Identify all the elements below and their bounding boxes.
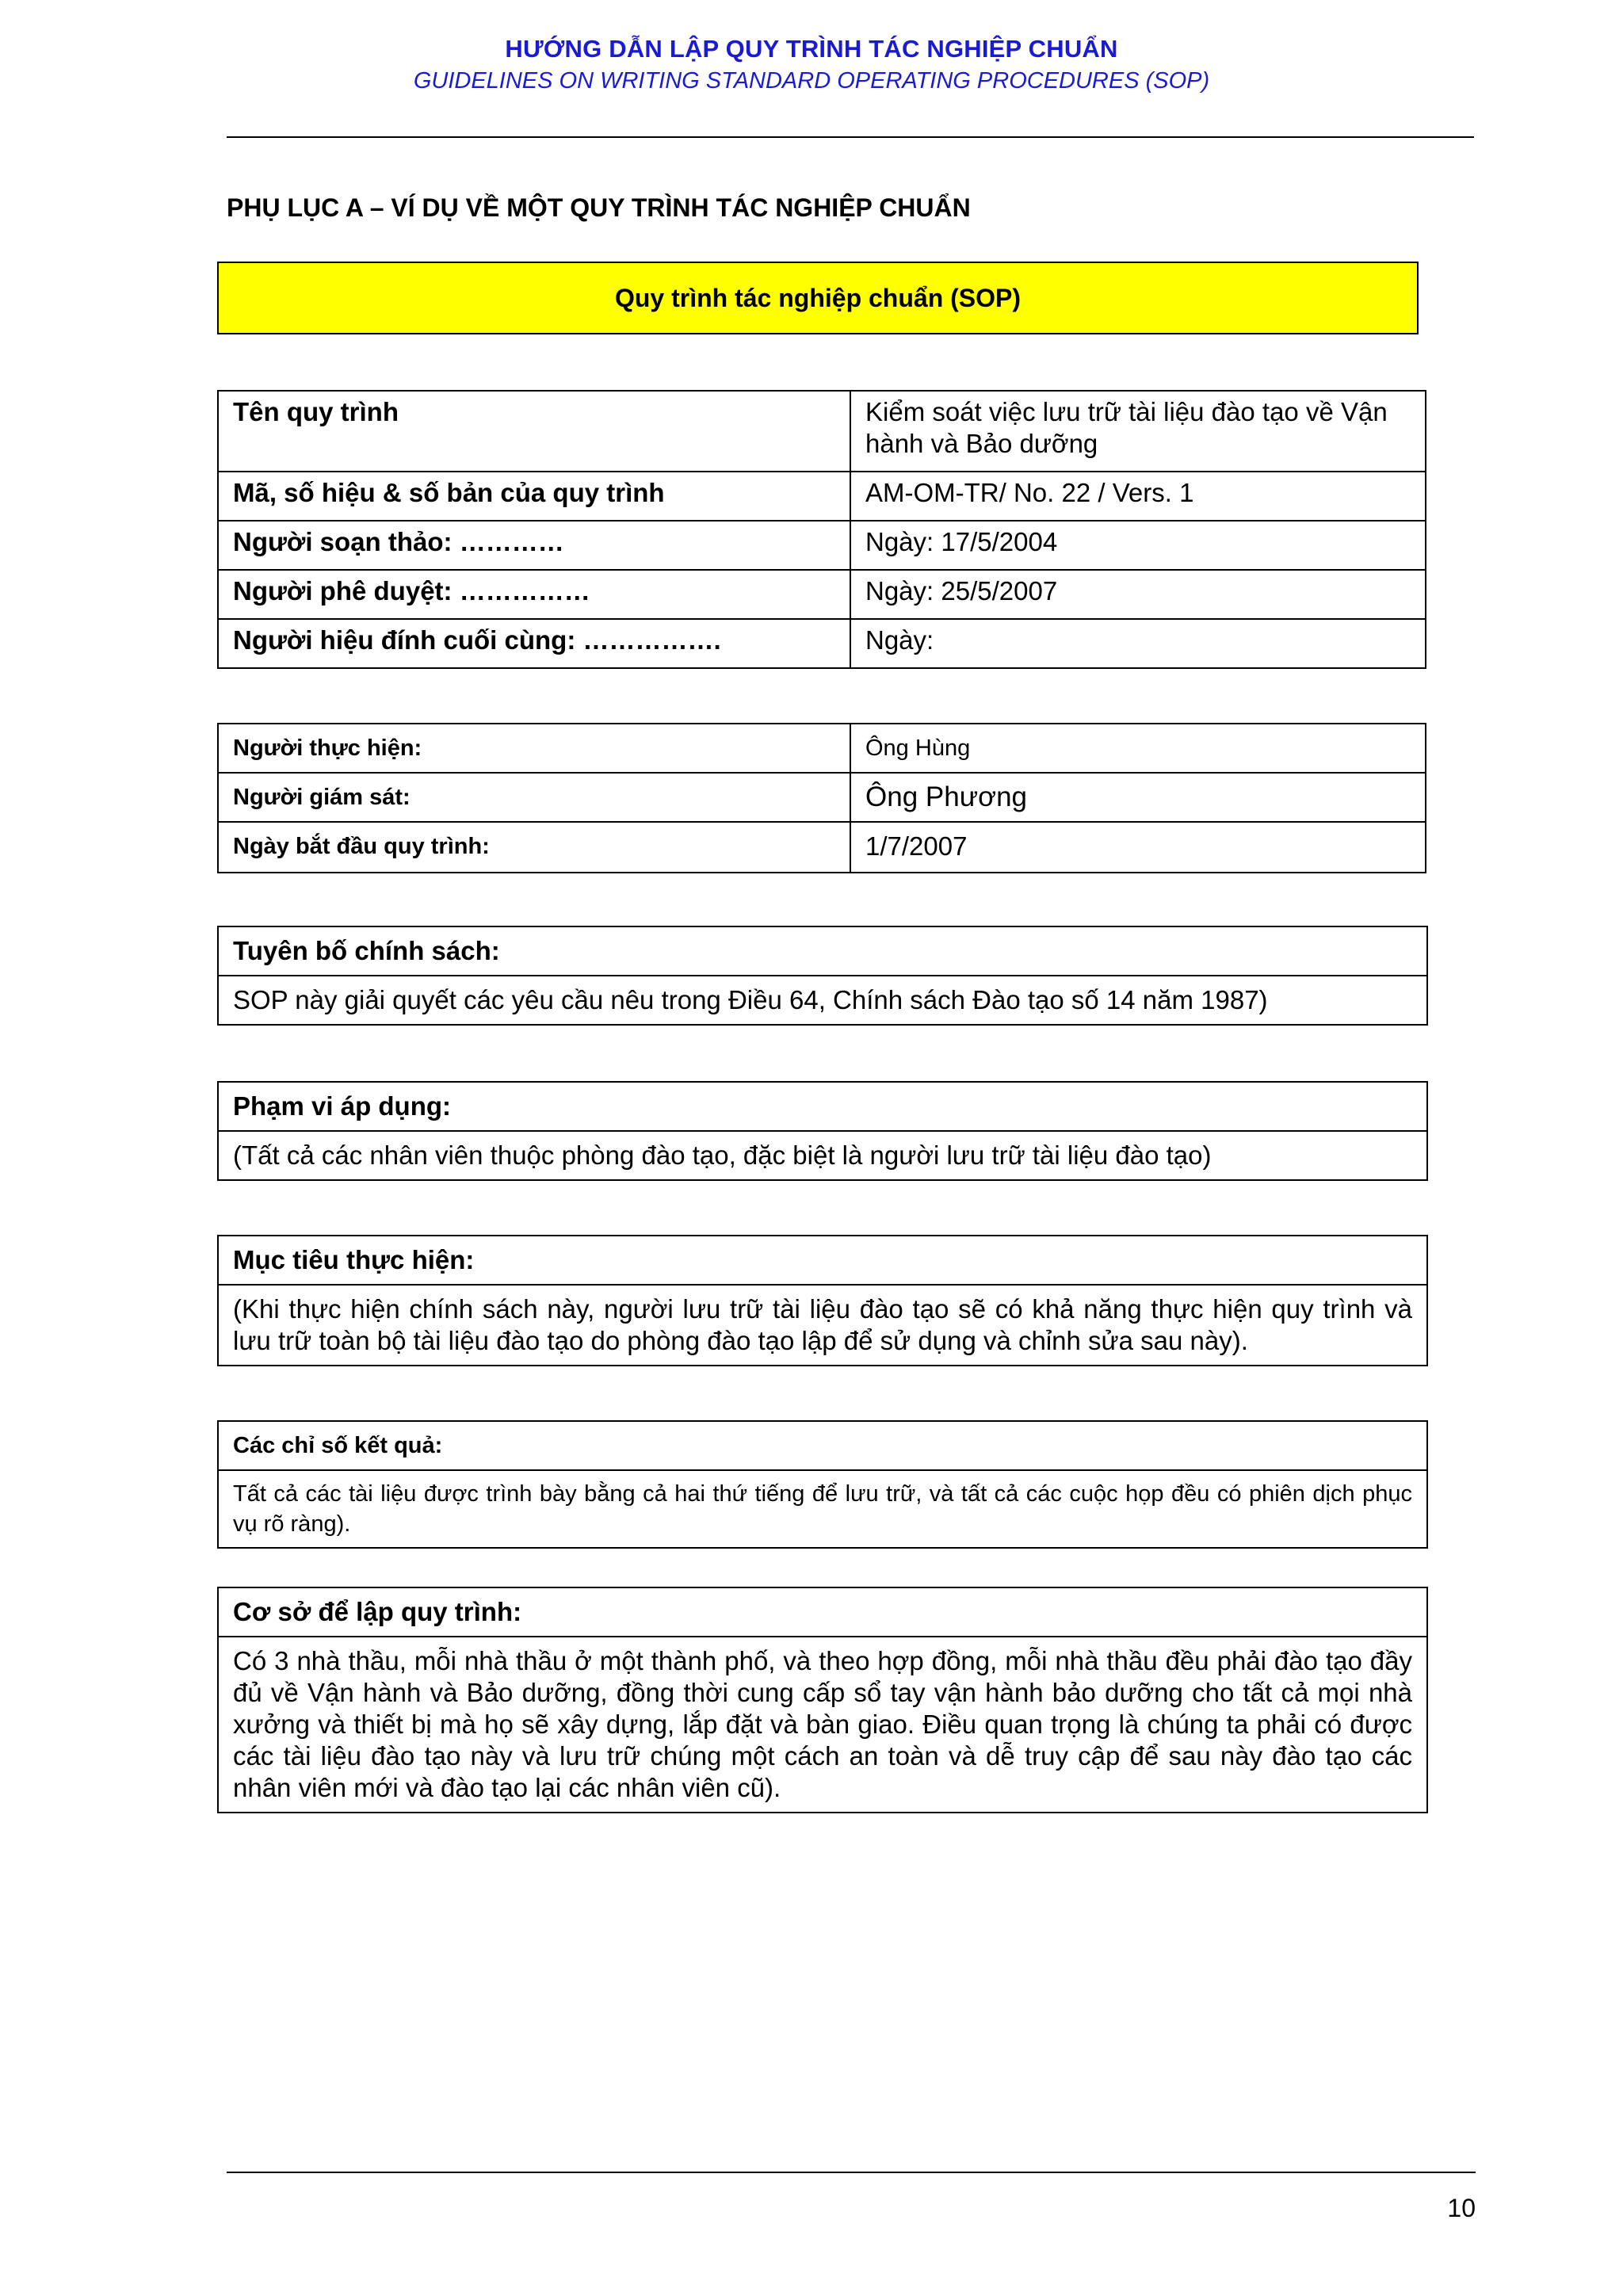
table-row [218, 1470, 1427, 1548]
procedure-name-label: Tên quy trình [218, 391, 850, 472]
indicators-heading: Các chỉ số kết quả: [218, 1421, 1427, 1470]
table-row [218, 1421, 1427, 1470]
scope-section [217, 1081, 1428, 1181]
approver-date: Ngày: 25/5/2007 [850, 570, 1426, 619]
drafter-label: Người soạn thảo: ………… [218, 521, 850, 570]
drafter-date: Ngày: 17/5/2004 [850, 521, 1426, 570]
header-title-en: GUIDELINES ON WRITING STANDARD OPERATING PROCEDURES (SOP) [413, 68, 1210, 94]
table-row [218, 1637, 1427, 1813]
procedure-code-label: Mã, số hiệu & số bản của quy trình [218, 472, 850, 521]
procedure-code-value: AM-OM-TR/ No. 22 / Vers. 1 [850, 472, 1426, 521]
table-row [218, 521, 1426, 570]
basis-body: Có 3 nhà thầu, mỗi nhà thầu ở một thành phố, và theo hợp đồng, mỗi nhà thầu đều phải đào tạo đầy đủ về Vận hành và Bảo dưỡng, đồng thời cung cấp sổ tay vận hành bảo dưỡng cho tất cả mọi nhà xưởng và thiết bị mà họ sẽ xây dựng, lắp đặt và bàn giao. Điều quan trọng là chúng ta phải có được các tài liệu đào tạo này và lưu trữ chúng một cách an toàn và dễ truy cập để sau này đào tạo các nhân viên mới và đào tạo lại các nhân viên cũ). [218, 1637, 1427, 1813]
supervisor-value: Ông Phương [850, 773, 1426, 822]
table-row [218, 926, 1427, 976]
sop-banner-label: Quy trình tác nghiệp chuẩn (SOP) [614, 283, 1022, 312]
table-row [218, 773, 1426, 822]
scope-body: (Tất cả các nhân viên thuộc phòng đào tạo, đặc biệt là người lưu trữ tài liệu đào tạo) [218, 1131, 1427, 1180]
table-row [218, 1587, 1427, 1637]
header-title-vi: HƯỚNG DẪN LẬP QUY TRÌNH TÁC NGHIỆP CHUẨN [505, 35, 1118, 63]
table-row [218, 1236, 1427, 1285]
scope-heading: Phạm vi áp dụng: [218, 1082, 1427, 1131]
supervisor-label: Người giám sát: [218, 773, 850, 822]
page-number: 10 [1447, 2194, 1476, 2222]
table-row [218, 724, 1426, 773]
table-row [218, 472, 1426, 521]
executor-label: Người thực hiện: [218, 724, 850, 773]
table-row [218, 570, 1426, 619]
header-rule [227, 136, 1474, 138]
start-date-label: Ngày bắt đầu quy trình: [218, 822, 850, 873]
reviser-date: Ngày: [850, 619, 1426, 668]
table-row [218, 1285, 1427, 1366]
objective-body: (Khi thực hiện chính sách này, người lưu trữ tài liệu đào tạo sẽ có khả năng thực hiện quy trình và lưu trữ toàn bộ tài liệu đào tạo do phòng đào tạo lập để sử dụng và chỉnh sửa sau này). [218, 1285, 1427, 1366]
sop-banner [217, 262, 1419, 334]
approver-label: Người phê duyệt: …………… [218, 570, 850, 619]
objective-heading: Mục tiêu thực hiện: [218, 1236, 1427, 1285]
appendix-title: PHỤ LỤC A – VÍ DỤ VỀ MỘT QUY TRÌNH TÁC NGHIỆP CHUẨN [227, 193, 971, 222]
basis-section [217, 1587, 1428, 1813]
table-row [218, 391, 1426, 472]
footer-rule [227, 2172, 1476, 2173]
procedure-info-table [217, 390, 1426, 669]
policy-section [217, 926, 1428, 1026]
table-row [218, 976, 1427, 1025]
policy-body: SOP này giải quyết các yêu cầu nêu trong Điều 64, Chính sách Đào tạo số 14 năm 1987) [218, 976, 1427, 1025]
objective-section [217, 1235, 1428, 1366]
indicators-section [217, 1420, 1428, 1549]
basis-heading: Cơ sở để lập quy trình: [218, 1587, 1427, 1637]
staff-table [217, 723, 1426, 873]
table-row [218, 1082, 1427, 1131]
start-date-value: 1/7/2007 [850, 822, 1426, 873]
reviser-label: Người hiệu đính cuối cùng: ……………. [218, 619, 850, 668]
policy-heading: Tuyên bố chính sách: [218, 926, 1427, 976]
indicators-body: Tất cả các tài liệu được trình bày bằng cả hai thứ tiếng để lưu trữ, và tất cả các cuộc họp đều có phiên dịch phục vụ rõ ràng). [218, 1470, 1427, 1548]
procedure-name-value: Kiểm soát việc lưu trữ tài liệu đào tạo về Vận hành và Bảo dưỡng [850, 391, 1426, 472]
table-row [218, 822, 1426, 873]
table-row [218, 1131, 1427, 1180]
table-row [218, 619, 1426, 668]
executor-value: Ông Hùng [850, 724, 1426, 773]
